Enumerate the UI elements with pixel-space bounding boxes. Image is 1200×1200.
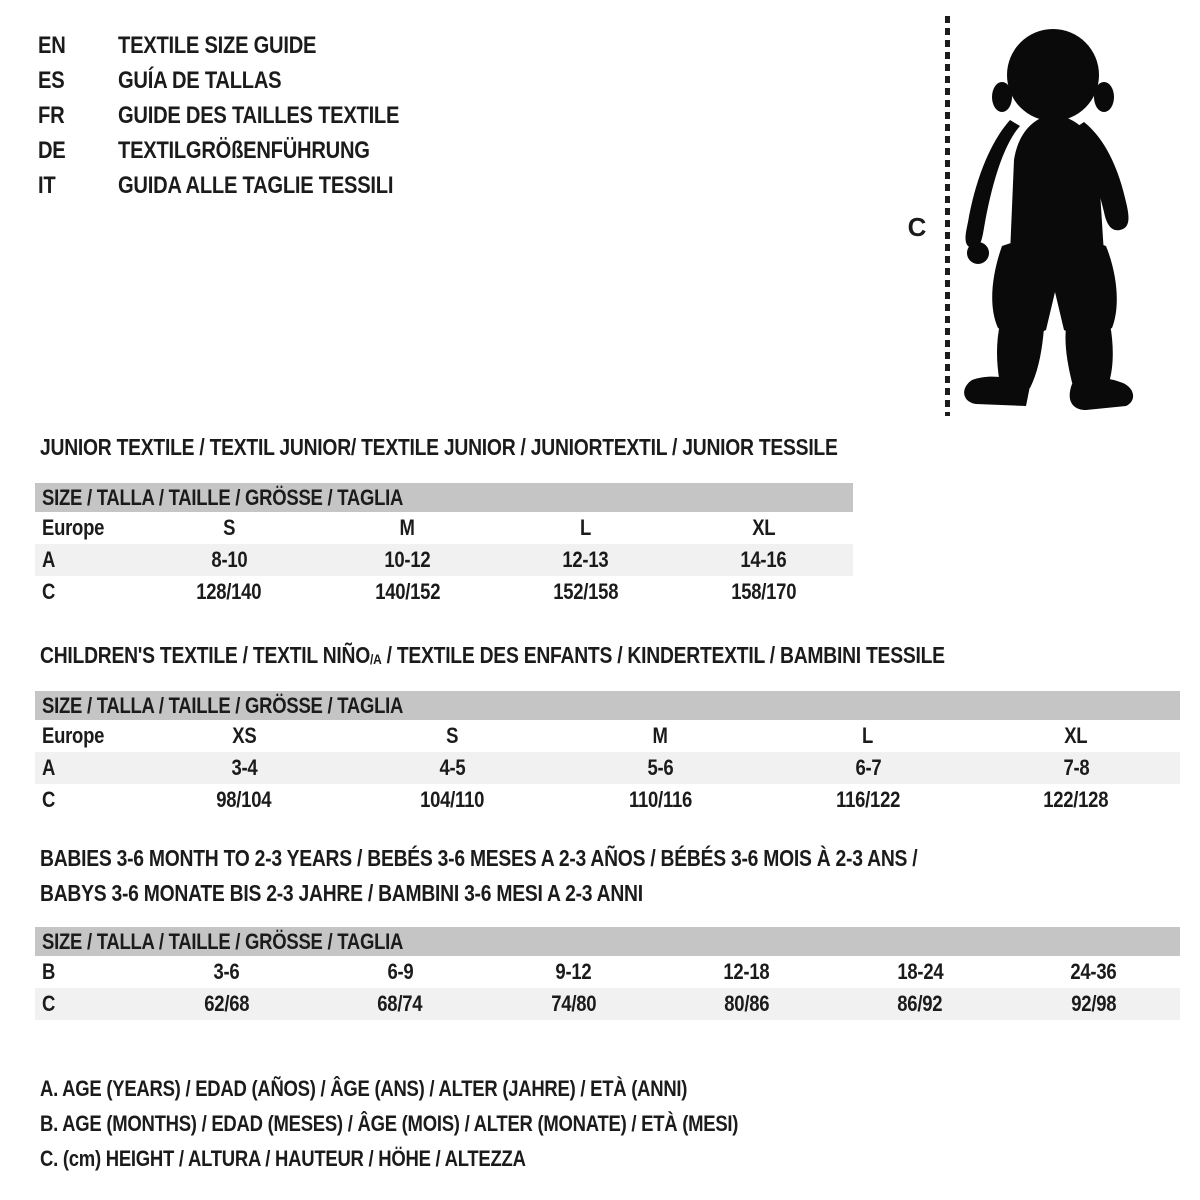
row-label: C — [42, 579, 56, 604]
size-cell: 5-6 — [647, 755, 673, 780]
size-cell: 68/74 — [377, 991, 423, 1016]
size-cell: S — [445, 723, 459, 748]
language-row — [38, 98, 453, 133]
size-cell: 4-5 — [439, 755, 465, 780]
table-row-europe — [35, 720, 1180, 752]
size-cell: 10-12 — [384, 547, 431, 572]
size-cell: 12-13 — [562, 547, 609, 572]
table-row-age-months — [35, 956, 1180, 988]
size-cell: XL — [752, 515, 776, 540]
babies-section-heading-line1: BABIES 3-6 MONTH TO 2-3 YEARS / BEBÉS 3-6 MESES A 2-3 AÑOS / BÉBÉS 3-6 MOIS À 2-3 ANS / — [40, 845, 918, 871]
language-code: IT — [38, 171, 56, 199]
table-row-europe — [35, 512, 853, 544]
table-row-height — [35, 784, 1180, 816]
size-cell: M — [399, 515, 415, 540]
legend-row-height: C. (cm) HEIGHT / ALTURA / HAUTEUR / HÖHE / ALTEZZA — [40, 1146, 526, 1171]
size-header-label: SIZE / TALLA / TAILLE / GRÖSSE / TAGLIA — [42, 928, 404, 954]
size-cell: 86/92 — [897, 991, 943, 1016]
junior-size-table — [35, 483, 853, 608]
language-title: GUIDA ALLE TAGLIE TESSILI — [118, 171, 394, 199]
babies-size-table — [35, 927, 1180, 1020]
size-header-label: SIZE / TALLA / TAILLE / GRÖSSE / TAGLIA — [42, 692, 404, 718]
size-cell: 12-18 — [723, 959, 770, 984]
size-cell: 6-7 — [855, 755, 881, 780]
junior-section-heading: JUNIOR TEXTILE / TEXTIL JUNIOR/ TEXTILE JUNIOR / JUNIORTEXTIL / JUNIOR TESSILE — [40, 434, 838, 460]
table-row-height — [35, 576, 853, 608]
size-cell: L — [862, 723, 874, 748]
legend — [40, 1071, 871, 1176]
language-code: DE — [38, 136, 66, 164]
table-row-age — [35, 544, 853, 576]
size-cell: 74/80 — [550, 991, 596, 1016]
size-header-bar — [35, 483, 853, 512]
height-measure-label: C — [907, 212, 927, 242]
size-cell: 24-36 — [1070, 959, 1117, 984]
size-cell: M — [652, 723, 668, 748]
language-title: GUIDE DES TAILLES TEXTILE — [118, 101, 400, 129]
size-cell: 18-24 — [896, 959, 943, 984]
size-cell: 14-16 — [740, 547, 787, 572]
size-cell: XS — [231, 723, 257, 748]
row-label: A — [42, 547, 56, 572]
size-cell: 6-9 — [387, 959, 413, 984]
size-cell: 3-6 — [213, 959, 240, 984]
toddler-silhouette-icon — [958, 22, 1148, 424]
size-cell: 140/152 — [374, 579, 440, 604]
language-title: TEXTILGRÖßENFÜHRUNG — [118, 136, 370, 164]
size-cell: 80/86 — [724, 991, 770, 1016]
language-list — [38, 28, 453, 203]
language-title: GUÍA DE TALLAS — [118, 66, 282, 94]
size-cell: 62/68 — [204, 991, 250, 1016]
language-row — [38, 168, 453, 203]
legend-row-age-months: B. AGE (MONTHS) / EDAD (MESES) / ÂGE (MOIS) / ALTER (MONATE) / ETÀ (MESI) — [40, 1111, 739, 1136]
language-row — [38, 63, 453, 98]
height-dashed-line — [945, 16, 950, 416]
size-cell: 92/98 — [1070, 991, 1116, 1016]
size-cell: 158/170 — [731, 579, 797, 604]
row-label: A — [42, 755, 56, 780]
size-header-bar — [35, 927, 1180, 956]
language-code: ES — [38, 66, 65, 94]
row-label: B — [42, 959, 56, 984]
size-cell: 122/128 — [1043, 787, 1109, 812]
children-size-table — [35, 691, 1180, 816]
babies-section-heading-line2: BABYS 3-6 MONATE BIS 2-3 JAHRE / BAMBINI 3-6 MESI A 2-3 ANNI — [40, 880, 643, 906]
size-cell: 104/110 — [419, 787, 485, 812]
row-label: C — [42, 787, 56, 812]
size-cell: 116/122 — [835, 787, 901, 812]
row-label: C — [42, 991, 56, 1016]
language-row — [38, 133, 453, 168]
size-cell: 9-12 — [555, 959, 592, 984]
language-row — [38, 28, 453, 63]
legend-row-age-years: A. AGE (YEARS) / EDAD (AÑOS) / ÂGE (ANS) / ALTER (JAHRE) / ETÀ (ANNI) — [40, 1076, 688, 1101]
size-cell: XL — [1064, 723, 1088, 748]
size-cell: 110/116 — [628, 787, 692, 812]
table-row-height — [35, 988, 1180, 1020]
size-cell: 152/158 — [553, 579, 619, 604]
size-cell: 8-10 — [211, 547, 248, 572]
size-header-label: SIZE / TALLA / TAILLE / GRÖSSE / TAGLIA — [42, 484, 404, 510]
row-label: Europe — [42, 515, 105, 540]
size-cell: 98/104 — [216, 787, 272, 812]
size-cell: 128/140 — [196, 579, 262, 604]
size-header-bar — [35, 691, 1180, 720]
size-cell: S — [223, 515, 236, 540]
table-row-age — [35, 752, 1180, 784]
children-heading-sub: /A — [370, 652, 382, 668]
size-cell: L — [580, 515, 592, 540]
language-title: TEXTILE SIZE GUIDE — [118, 31, 317, 59]
language-code: EN — [38, 31, 66, 59]
language-code: FR — [38, 101, 65, 129]
children-section-heading: CHILDREN'S TEXTILE / TEXTIL NIÑO/A / TEXTILE DES ENFANTS / KINDERTEXTIL / BAMBINI TESSILE — [40, 642, 945, 668]
size-cell: 3-4 — [231, 755, 257, 780]
size-cell: 7-8 — [1063, 755, 1089, 780]
row-label: Europe — [42, 723, 105, 748]
